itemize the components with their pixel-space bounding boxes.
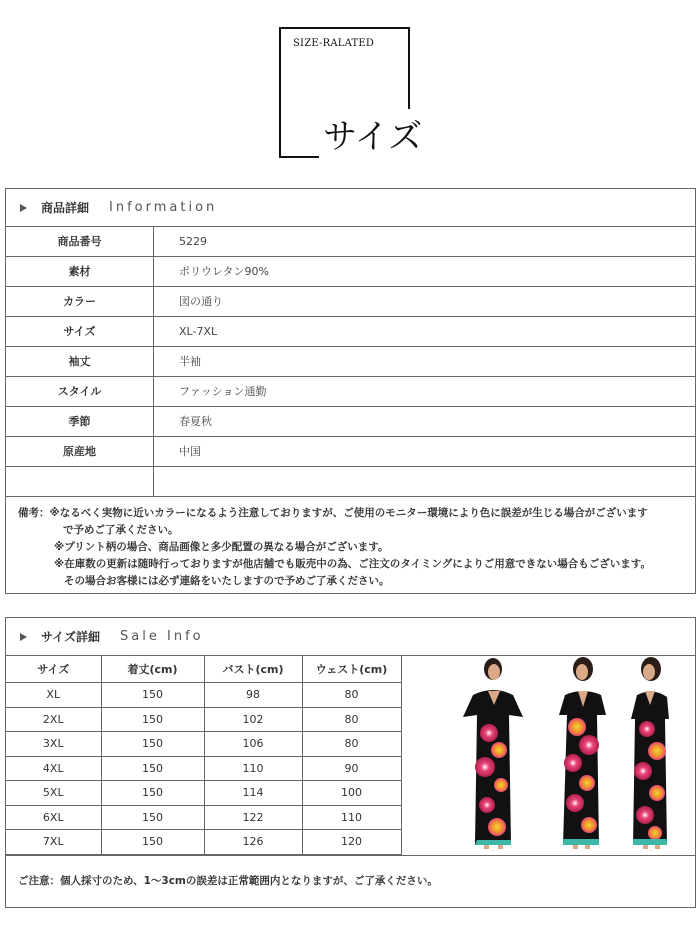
info-heading-en: Information [109,200,218,215]
info-key: 原産地 [6,437,154,466]
section-logo [279,27,423,158]
column-header: 着丈(cm) [101,656,204,683]
info-key: 商品番号 [6,227,154,256]
table-cell: XL [6,683,101,708]
table-cell: 106 [204,732,302,757]
section-title: サイズ [319,109,426,158]
info-heading-jp: 商品詳細 [41,201,90,215]
note-line: ※在庫数の更新は随時行っておりますが他店舗でも販売中の為、ご注文のタイミングによりご用意できない場合もございます。 [54,558,651,570]
table-cell: 150 [101,756,204,781]
info-value: 図の通り [179,295,223,308]
size-header [6,618,695,656]
table-cell: 100 [302,781,401,806]
size-table [6,655,402,855]
table-cell: 98 [204,683,302,708]
size-table-header [6,656,401,683]
triangle-right-icon [20,633,27,641]
info-value: ファッション通勤 [179,385,267,398]
table-cell: 80 [302,732,401,757]
info-value: ポリウレタン90% [179,265,270,278]
info-row [6,437,695,467]
triangle-right-icon [20,204,27,212]
table-cell: 114 [204,781,302,806]
table-cell: 102 [204,707,302,732]
info-row [6,257,695,287]
table-cell: 5XL [6,781,101,806]
column-header: ウェスト(cm) [302,656,401,683]
table-cell: 122 [204,805,302,830]
table-cell: 6XL [6,805,101,830]
table-cell: 150 [101,707,204,732]
logo-border-left [279,27,281,158]
logo-border-right [408,27,410,109]
info-value: 半袖 [179,355,201,368]
table-cell: 80 [302,707,401,732]
section-subtitle: SIZE-RALATED [293,38,375,49]
info-row [6,287,695,317]
info-value: 中国 [179,445,201,458]
table-row [6,830,401,855]
table-row [6,707,401,732]
note-line: 備考：※なるべく実物に近いカラーになるよう注意しておりますが、ご使用のモニター環境により色に誤差が生じる場合がございます [18,507,648,519]
table-cell: 7XL [6,830,101,855]
info-row [6,317,695,347]
info-value: 5229 [179,235,207,248]
column-header: バスト(cm) [204,656,302,683]
table-row [6,805,401,830]
table-cell: 150 [101,830,204,855]
info-key: 季節 [6,407,154,436]
info-row [6,377,695,407]
info-key: 素材 [6,257,154,286]
table-cell: 4XL [6,756,101,781]
info-value: XL-7XL [179,325,218,338]
product-photos [401,655,696,855]
info-row [6,227,695,257]
logo-border-top [279,27,410,29]
column-header: サイズ [6,656,101,683]
info-header [6,189,695,227]
table-cell: 80 [302,683,401,708]
note-line: で予めご了承ください。 [63,524,179,536]
table-cell: 90 [302,756,401,781]
info-value [154,467,179,496]
note-line: その場合お客様には必ず連絡をいたしますので予めご了承ください。 [64,575,390,587]
table-cell: 150 [101,732,204,757]
model-front [463,658,523,849]
info-value: 春夏秋 [179,415,212,428]
info-key: スタイル [6,377,154,406]
model-side [631,657,669,849]
info-key: サイズ [6,317,154,346]
size-heading-en: Sale Info [120,629,204,644]
table-cell: 150 [101,781,204,806]
info-key: 袖丈 [6,347,154,376]
table-row [6,756,401,781]
table-cell: 3XL [6,732,101,757]
table-cell: 150 [101,683,204,708]
size-info-box [5,617,696,908]
info-key: カラー [6,287,154,316]
info-row [6,467,695,497]
size-note: ご注意：個人採寸のため、1～3cmの誤差は正常範囲内となりますが、ご了承ください。 [6,855,695,907]
note-line: ※プリント柄の場合、商品画像と多少配置の異なる場合がございます。 [54,541,389,553]
info-table [6,227,695,497]
table-cell: 150 [101,805,204,830]
table-row [6,732,401,757]
info-notes [6,497,695,590]
info-key [6,467,154,496]
table-cell: 110 [302,805,401,830]
info-row [6,407,695,437]
table-row [6,781,401,806]
model-angle [559,657,606,849]
table-cell: 2XL [6,707,101,732]
info-row [6,347,695,377]
table-cell: 110 [204,756,302,781]
size-heading-jp: サイズ詳細 [41,630,101,644]
table-row [6,683,401,708]
dress-models-illustration [401,655,696,855]
product-info-box [5,188,696,594]
table-cell: 126 [204,830,302,855]
table-cell: 120 [302,830,401,855]
